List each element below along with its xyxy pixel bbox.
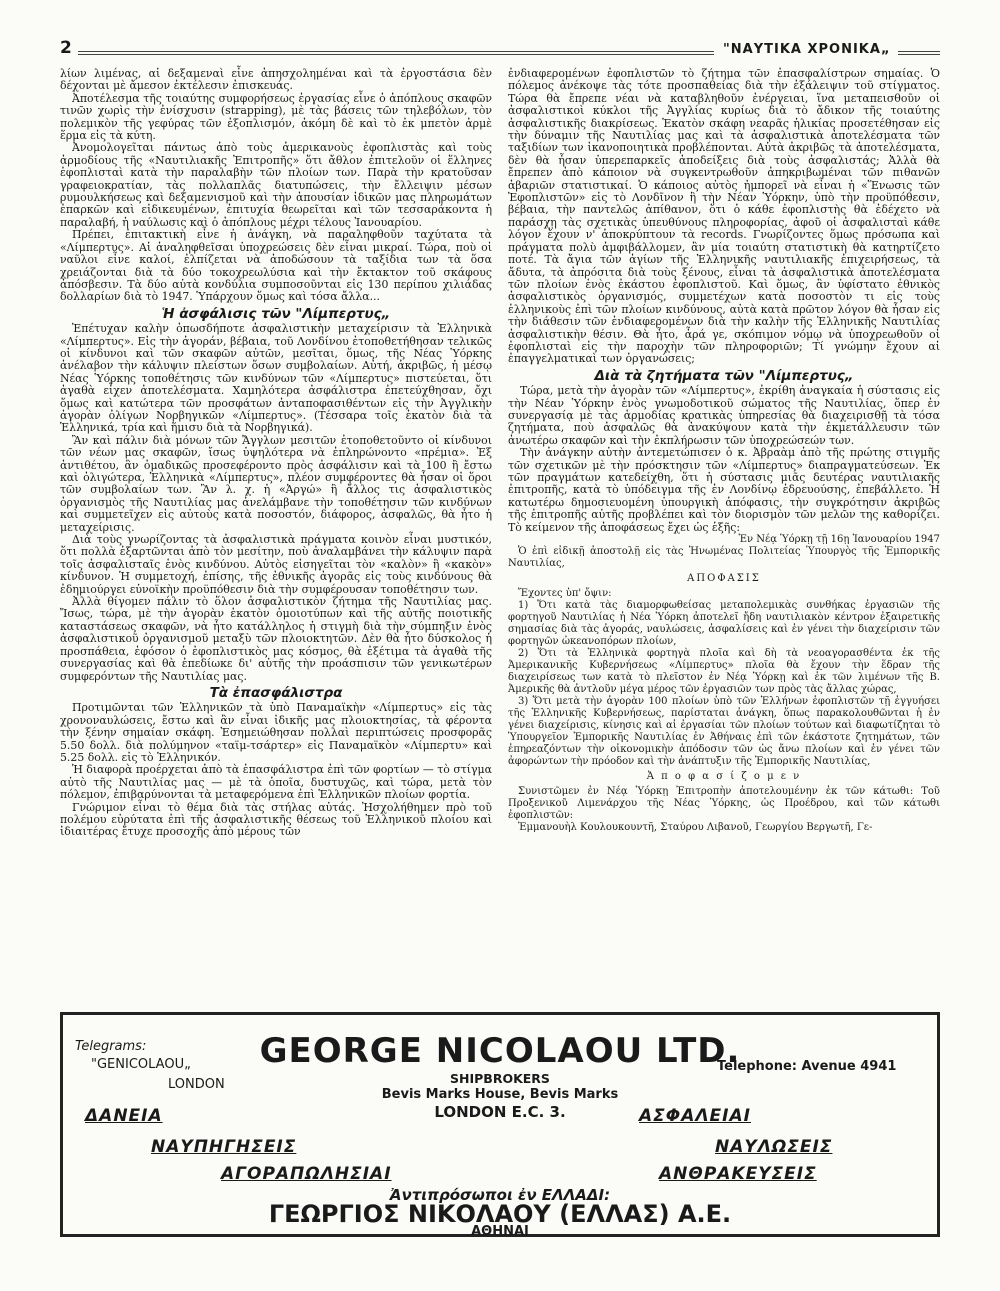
article-paragraph: Τὴν ἀνάγκην αὐτὴν ἀντεμετώπισεν ὁ κ. Ἀβραὰμ ἀπὸ τῆς πρώτης στιγμῆς τῶν σχετικῶν μὲ τὴν πρόσκτησιν τῶν «Λίμπερτυς» διαπραγματεύσεων. Ἐκ τῶν πραγμάτων κατεδείχθη, ὅτι ἡ σύστασις μιᾶς δευτέρας ναυτιλιακῆς ἐπιτροπῆς, κατὰ τὸ ὑπόδειγμα τῆς ἐν Λονδίνῳ ἑδρευούσης, ἐπεβάλλετο. Ἡ κατωτέρω δημοσιευομένη ὑπουργικὴ ἀπόφασις, τὴν συγκρότησιν ἀκριβῶς τῆς ἐπιτροπῆς αὐτῆς προβλέπει καὶ τὸν διορισμὸν τῶν μελῶν της καθορίζει. Τὸ κείμενον τῆς ἀποφάσεως ἔχει ὡς ἑξῆς:	[508, 446, 940, 534]
article-paragraph: Τώρα, μετὰ τὴν ἀγορὰν τῶν «Λίμπερτυς», ἐκρίθη ἀναγκαία ἡ σύστασις εἰς τὴν Νέαν Ὑόρκην ἑνὸς γνωμοδοτικοῦ σώματος τῆς Ναυτιλίας, ὅπερ ἐν συνεργασίᾳ μὲ τὰς ἁρμοδίας κρατικὰς ὑπηρεσίας θὰ διαχειρισθῇ τὰ τόσα ζητήματα, ποὺ ἀσφαλῶς θὰ ἀνακύψουν κατὰ τὴν ἐκμετάλλευσιν τῶν ἀνωτέρω σκαφῶν καὶ τὴν ἐκπλήρωσιν τῶν ὑποχρεώσεών των.	[508, 384, 940, 447]
decision-issuer: Ὁ ἐπὶ εἰδικῇ ἀποστολῇ εἰς τὰς Ἡνωμένας Πολιτείας Ὑπουργὸς τῆς Ἐμπορικῆς Ναυτιλίας,	[508, 546, 940, 570]
section-heading-surcharges: Τὰ ἐπασφάλιστρα	[209, 684, 343, 701]
ad-telegrams-label: Telegrams:	[75, 1039, 147, 1054]
ad-representatives-label: Ἀντιπρόσωποι ἐν ΕΛΛΑΔΙ:	[389, 1186, 611, 1204]
ad-service-sales: ΑΓΟΡΑΠΩΛΗΣΙΑΙ	[221, 1164, 392, 1184]
ad-company-name: GEORGE NICOLAOU LTD.	[259, 1031, 741, 1071]
ad-service-loans: ΔΑΝΕΙΑ	[85, 1106, 163, 1126]
decision-text: Συνιστῶμεν ἐν Νέᾳ Ὑόρκῃ Ἐπιτροπὴν ἀποτελουμένην ἐκ τῶν κάτωθι: Τοῦ Προξενικοῦ Λιμενάρχου τῆς Νέας Ὑόρκης, ὡς Προέδρου, καὶ τῶν κάτωθι ἐφοπλιστῶν:	[508, 786, 940, 822]
decision-dateline: Ἐν Νέᾳ Ὑόρκῃ τῇ 16ῃ Ἰανουαρίου 1947	[738, 534, 940, 546]
advertisement-box	[60, 1012, 940, 1237]
ad-representatives-name: ΓΕΩΡΓΙΟΣ ΝΙΚΟΛΑΟΥ (ΕΛΛΑΣ) Α.Ε.	[268, 1200, 732, 1228]
left-column	[60, 68, 492, 839]
decision-item: 2) Ὅτι τὰ Ἑλληνικὰ φορτηγὰ πλοῖα καὶ δὴ τὰ νεοαγορασθέντα ἐκ τῆς Ἀμερικανικῆς Κυβερνήσεως «Λίμπερτυς» πλοῖα θὰ ἔχουν τὴν ἕδραν τῆς διαχειρίσεως των κατὰ τὸ πλεῖστον ἐν Νέᾳ Ὑόρκῃ καὶ ἐκ τῶν λιμένων τῆς Β. Ἀμερικῆς θὰ ἀντλοῦν μέγα μέρος τῶν ἐργασιῶν των πρὸς τὰς ἄλλας χώρας,	[508, 648, 940, 696]
section-heading-issues: Διὰ τὰ ζητήματα τῶν "Λίμπερτυς„	[594, 367, 854, 384]
header-rule-left	[78, 51, 714, 55]
ad-address: Bevis Marks House, Bevis Marks	[381, 1087, 619, 1102]
decision-item: 1) Ὅτι κατὰ τὰς διαμορφωθείσας μεταπολεμικὰς συνθήκας ἐργασιῶν τῆς φορτηγοῦ Ναυτιλίας ἡ Νέα Ὑόρκη ἀποτελεῖ ἤδη ναυτιλιακὸν κέντρον ἐξαιρετικῆς σημασίας διὰ τὰς ἀγοράς, ναυλώσεις, ἀσφαλίσεις καὶ ἐν γένει τὴν διαχείρισιν τῶν φορτηγῶν ὠκεανοπόρων πλοίων,	[508, 600, 940, 648]
newspaper-title: "ΝΑΥΤΙΚΑ ΧΡΟΝΙΚΑ„	[723, 42, 891, 57]
header-rule-right	[898, 51, 940, 55]
article-paragraph: Διὰ τοὺς γνωρίζοντας τὰ ἀσφαλιστικὰ πράγματα κοινὸν εἶναι μυστικόν, ὅτι πολλὰ ἐξαρτῶνται ἀπὸ τὸν μεσίτην, ποὺ ἀναλαμβάνει τὴν κάλυψιν παρὰ τοῖς ἀσφαλισταῖς ἑνὸς κινδύνου. Αὐτὸς εἰσηγεῖται τὸν «καλὸν» ἢ «κακὸν» κίνδυνον. Ἡ συμμετοχή, ἐπίσης, τῆς ἐθνικῆς ἀγορᾶς εἰς τοὺς κινδύνους θὰ ἐδημιούργει εὐνοϊκὴν προϋπόθεσιν διὰ τὴν συμφέρουσαν τοποθέτησιν των.	[60, 533, 492, 596]
ad-city: LONDON E.C. 3.	[434, 1103, 566, 1121]
article-paragraph: Ἀνομολογεῖται πάντως ἀπὸ τοὺς ἀμερικανοὺς ἐφοπλιστὰς καὶ τοὺς ἁρμοδίους τῆς «Ναυτιλιακῆς Ἐπιτροπῆς» ὅτι ἄθλον ἐπιτελοῦν οἱ ἕλληνες ἐφοπλισταὶ κατὰ τὴν παραλαβὴν τῶν πλοίων των. Παρὰ τὴν κρατοῦσαν γραφειοκρατίαν, τὰς πολλαπλᾶς διατυπώσεις, τὴν ἔλλειψιν μέσων ρυμουλκήσεως καὶ δεξαμενισμοῦ καὶ τὴν ἀπουσίαν ἰδικῶν μας πληρωμάτων ἐπαρκῶν καὶ εἰδικευμένων, ἐπιτυχία θεωρεῖται καὶ τῶν τεσσαράκοντα ἡ παραλαβή, ἡ ναύλωσις καὶ ὁ ἀπόπλους μέχρι τέλους Ἰανουαρίου.	[60, 141, 492, 229]
ad-telephone: Telephone: Avenue 4941	[717, 1059, 897, 1074]
article-paragraph: Ἐπέτυχαν καλὴν ὁπωσδήποτε ἀσφαλιστικὴν μεταχείρισιν τὰ Ἑλληνικὰ «Λίμπερτυς». Εἰς τὴν ἀγοράν, βέβαια, τοῦ Λονδίνου ἐτοποθετήθησαν τελικῶς οἱ κίνδυνοι καὶ τῶν σκαφῶν αὐτῶν, μεσῖται, ὅμως, τῆς Νέας Ὑόρκης ἀνέλαβον τὴν κάλυψιν πλείστων ὅσων συμβολαίων. Αὐτή, ἀκριβῶς, ἡ μέσῳ Νέας Ὑόρκης τοποθέτησις τῶν κινδύνων τῶν «Λίμπερτυς» πιστεύεται, ὅτι ἀγαθὰ εἶχεν ἀποτελέσματα. Χαμηλότερα ἀσφάλιστρα ἐπετεύχθησαν, ὄχι ὅμως καὶ κατώτερα τῶν προσφάτων ἀνταποφασιθέντων εἰς τὴν Ἀγγλικὴν ἀγορὰν ὀλίγων Νορβηγικῶν «Λίμπερτυς». (Τέσσαρα τοῖς ἑκατὸν διὰ τὰ Ἑλληνικά, τρία καὶ ἥμισυ διὰ τὰ Νορβηγικά).	[60, 322, 492, 435]
ad-telegrams-city: LONDON	[168, 1077, 225, 1092]
decision-text: Ἐμμανουὴλ Κουλουκουντῆ, Σταύρου Λιβανοῦ, Γεωργίου Βεργωτῆ, Γε-	[518, 822, 873, 834]
decision-item: 3) Ὅτι μετὰ τὴν ἀγορὰν 100 πλοίων ὑπὸ τῶν Ἑλλήνων ἐφοπλιστῶν τῇ ἐγγυήσει τῆς Ἑλληνικῆς Κυβερνήσεως, παρίσταται ἀνάγκη, ὅπως παρακολουθῶνται ἡ ἐν γένει διαχείρισις, κίνησις καὶ αἱ ἐργασίαι τῶν πλοίων τούτων καὶ διαφωτίζηται τὸ Ὑπουργεῖον Ἐμπορικῆς Ναυτιλίας ἐν Ἀθήναις ἐπὶ τῶν ἑκάστοτε ζητημάτων, τῶν ἐπηρεαζόντων τὴν οἰκονομικὴν ἀπόδοσιν τῶν ὡς ἄνω πλοίων καὶ ἐν γένει τῶν ἀφορώντων τὴν πρόοδον καὶ τὴν ἀνάπτυξιν τῆς Ἐμπορικῆς Ναυτιλίας,	[508, 696, 940, 768]
article-paragraph: Πρέπει, ἐπιτακτικὴ εἶνε ἡ ἀνάγκη, νὰ παραληφθοῦν ταχύτατα τὰ «Λίμπερτυς». Αἱ ἀναληφθεῖσαι ὑποχρεώσεις δὲν εἶναι μικραί. Τώρα, ποὺ οἱ ναῦλοι εἶνε καλοί, ἐλπίζεται νὰ ἀποδώσουν τὰ ταξίδια των τὰ ὅσα χρειάζονται διὰ τὰ δύο τοκοχρεωλύσια καὶ τὴν ἔκτακτον τοῦ σκάφους ἀπόσβεσιν. Τὰ δύο αὐτὰ κονδύλια συμποσοῦνται εἰς 130 περίπου χιλιάδας δολλαρίων διὰ τὸ 1947. Ὑπάρχουν ὅμως καὶ τόσα ἄλλα...	[60, 228, 492, 304]
ad-representatives-city: ΑΘΗΝΑΙ	[471, 1224, 529, 1239]
decision-resolve: Ἀ π ο φ α σ ί ζ ο μ ε ν	[646, 771, 802, 783]
article-paragraph: Προτιμῶνται τῶν Ἑλληνικῶν τὰ ὑπὸ Παναμαϊκὴν «Λίμπερτυς» εἰς τὰς χρονοναυλώσεις, ἔστω καὶ ἂν εἶναι ἰδικῆς μας πλοιοκτησίας, τὰ φέροντα τὴν ξένην σημαίαν σκάφη. Ἐσημειώθησαν πολλαὶ περιπτώσεις προσφορᾶς 5.50 δολλ. διὰ πολύμηνον «ταϊμ-τσάρτερ» εἰς Παναμαϊκὸν «Λίμπερτυ» καὶ 5.25 δολλ. εἰς τὸ Ἑλληνικόν.	[60, 701, 492, 764]
ad-telegrams-address: "GENICOLAOU„	[91, 1057, 191, 1072]
ad-business: SHIPBROKERS	[450, 1071, 550, 1086]
section-heading-insurance: Ἡ ἀσφάλισις τῶν "Λίμπερτυς„	[161, 305, 391, 322]
decision-considering: Ἔχοντες ὑπ' ὄψιν:	[518, 588, 612, 600]
article-paragraph: Γνώριμον εἶναι τὸ θέμα διὰ τὰς στήλας αὐτάς. Ἠσχολήθημεν πρὸ τοῦ πολέμου εὐρύτατα ἐπὶ τῆς ἀσφαλιστικῆς θέσεως τοῦ Ἑλληνικοῦ πλοίου καὶ ἰδιαιτέρας ἔτυχε προσοχῆς ἀπὸ μέρους τῶν	[60, 800, 492, 839]
article-paragraph: Ἀλλὰ θίγομεν πάλιν τὸ ὅλον ἀσφαλιστικὸν ζήτημα τῆς Ναυτιλίας μας. Ἴσως, τώρα, μὲ τὴν ἀγορὰν ἑκατὸν ὁμοιοτύπων καὶ τῆς αὐτῆς ποιοτικῆς καταστάσεως σκαφῶν, νὰ ἦτο κατάλληλος ἡ στιγμὴ διὰ τὴν σύμπηξιν ἑνὸς ἀσφαλιστικοῦ ὀργανισμοῦ μεταξὺ τῶν πλοιοκτητῶν. Δὲν θὰ ἦτο δύσκολος ἡ προσπάθεια, ἐφόσον ὁ ἐφοπλιστικὸς μας κόσμος, θὰ ἐξέτιμα τὰ ἀγαθὰ τῆς συνεργασίας καὶ θὰ ἐπεδίωκε δι' αὐτῆς τὴν προάσπισιν τῶν γενικωτέρων συμφερόντων τῆς Ναυτιλίας μας.	[60, 595, 492, 683]
page-number: 2	[60, 38, 72, 58]
article-paragraph: λίων λιμένας, αἱ δεξαμεναὶ εἶνε ἀπησχολημέναι καὶ τὰ ἐργοστάσια δὲν δέχονται μὲ ἄμεσον ἐκτέλεσιν ἐπισκευάς.	[60, 67, 492, 93]
ministerial-decision	[508, 534, 940, 834]
ad-service-insurance: ΑΣΦΑΛΕΙΑΙ	[639, 1106, 751, 1126]
article-paragraph: Ἀποτέλεσμα τῆς τοιαύτης συμφορήσεως ἐργασίας εἶνε ὁ ἀπόπλους σκαφῶν τινῶν χωρὶς τὴν ἐνίσχυσιν (strapping), μὲ τὰς βάσεις τῶν τηλεβόλων, τὸν πολεμικὸν τῆς γεφύρας τῶν ἐξοπλισμόν, ἀκόμη δὲ καὶ τὸ ἐκ μπετὸν ἀρμὲ ἕρμα εἰς τὰ κύτη.	[60, 91, 492, 143]
decision-title: ΑΠΟΦΑΣΙΣ	[687, 573, 761, 585]
ad-service-bunkering: ΑΝΘΡΑΚΕΥΣΕΙΣ	[659, 1164, 817, 1184]
article-paragraph: Ἡ διαφορὰ προέρχεται ἀπὸ τὰ ἐπασφάλιστρα ἐπὶ τῶν φορτίων — τὸ στίγμα αὐτὸ τῆς Ναυτιλίας μας — μὲ τὰ ὁποῖα, δυστυχῶς, καὶ τώρα, μετὰ τὸν πόλεμον, ἐπιβαρύνονται τὰ μεταφερόμενα ἐπὶ Ἑλληνικῶν πλοίων φορτία.	[60, 763, 492, 802]
article-paragraph: ἐνδιαφερομένων ἐφοπλιστῶν τὸ ζήτημα τῶν ἐπασφαλίστρων σημαίας. Ὁ πόλεμος ἀνέκοψε τὰς τότε προσπαθείας διὰ τὴν ἐξάλειψιν τοῦ στίγματος. Τώρα θὰ ἔπρεπε νέαι νὰ καταβληθοῦν ἐνέργειαι, ἵνα μεταπεισθοῦν οἱ ἀσφαλιστικοὶ κύκλοι τῆς Ἀγγλίας κυρίως διὰ τὸ ἄδικον τῆς τοιαύτης ἀσφαλιστικῆς διακρίσεως. Ἑκατὸν σκάφη νεαρᾶς ἡλικίας προσετέθησαν εἰς τὴν δύναμιν τῆς Ναυτιλίας μας καὶ τὰ ἀσφαλιστικὰ ἀποτελέσματα τῶν ταξιδίων των ἱκανοποιητικὰ προβλέπονται. Αὐτὰ ἀκριβῶς τὰ ἀποτελέσματα, δὲν θὰ ἦσαν ὑπερεπαρκεῖς ἀποδείξεις διὰ τοὺς ἀσφαλιστάς; Ἀλλὰ θὰ ἔπρεπεν ἀπὸ κάποιον νὰ συγκεντρωθοῦν ἀπηκριβωμέναι τῶν πιθανῶν ἀβαριῶν στατιστικαί. Ὁ κάποιος αὐτὸς ἠμπορεῖ νὰ εἶναι ἡ «Ἕνωσις τῶν Ἐφοπλιστῶν» εἰς τὸ Λονδῖνον ἢ τὴν Νέαν Ὑόρκην, ὑπὸ τὴν προϋπόθεσιν, βέβαια, τὴν παντελῶς ἀπίθανον, ὅτι ὁ κάθε ἐφοπλιστὴς θὰ ἐδέχετο νὰ παράσχῃ τὰς σχετικὰς ὑπευθύνους πληροφορίας, ἀφοῦ οἱ ἀσφαλισταὶ κάθε λόγον ἔχουν ν' ἀποκρύπτουν τὰ records. Γνωρίζοντες ὅμως πρόσωπα καὶ πράγματα πολὺ ἀμφιβάλλομεν, ἂν μία τοιαύτη στατιστικὴ θὰ κατηρτίζετο ποτέ. Τὰ ἄγια τῶν ἁγίων τῆς Ἑλληνικῆς ναυτιλιακῆς ἐπιχειρήσεως, τὰ ἄδυτα, τὰ ἀπρόσιτα διὰ τοὺς ξένους, εἶναι τὰ ἀσφαλιστικὰ ἀποτελέσματα τῶν πλοίων ἑνὸς ἑκάστου ἐφοπλιστοῦ. Καὶ ὅμως, ἂν ὑφίστατο ἐθνικὸς ἀσφαλιστικὸς ὀργανισμός, συμμετέχων κατὰ ποσοστὸν τι εἰς τοὺς ἑλληνικοὺς ἐπὶ τῶν πλοίων κινδύνους, αὐτὰ κατὰ πρῶτον λόγον θὰ ἦσαν εἰς τὴν διάθεσιν τῶν ἐνδιαφερομένων διὰ τὴν καλὴν τῆς Ἑλληνικῆς Ναυτιλίας ἀσφαλιστικὴν θέσιν. Θὰ ἦτο, ἆρά γε, σκόπιμον νόμῳ νὰ ὑποχρεωθοῦν οἱ ἐφοπλισταὶ εἰς τὴν παροχὴν τῶν πληροφοριῶν; Τί γνώμην ἔχουν αἱ ἐπαγγελματικαὶ των ὀργανώσεις;	[508, 67, 940, 366]
ad-service-shipbuilding: ΝΑΥΠΗΓΗΣΕΙΣ	[151, 1137, 297, 1157]
right-column	[508, 68, 940, 834]
ad-service-chartering: ΝΑΥΛΩΣΕΙΣ	[715, 1137, 833, 1157]
page-header	[60, 38, 940, 64]
article-paragraph: Ἂν καὶ πάλιν διὰ μόνων τῶν Ἄγγλων μεσιτῶν ἐτοποθετοῦντο οἱ κίνδυνοι τῶν νέων μας σκαφῶν, ἴσως ὑψηλότερα νὰ ἐπληρώνοντο «πρέμια». Ἐξ ἀντιθέτου, ἂν ὁμαδικῶς προσεφέροντο πρὸς ἀσφάλισιν καὶ τὰ 100 ἢ ἔστω καὶ ὀλιγώτερα, Ἑλληνικὰ «Λίμπερτυς», πλέον συμφέροντες θὰ ἦσαν οἱ ὅροι τῶν συμβολαίων των. Ἂν λ. χ. ἡ «Ἀργώ» ἢ ἄλλος τις ἀσφαλιστικὸς ὀργανισμὸς τῆς Ναυτιλίας μας ἀνελάμβανε τὴν τοποθέτησιν τῶν κινδύνων καὶ συμμετεῖχεν εἰς αὐτοὺς κατὰ ποσοστόν, διάφορος, ἀσφαλῶς, θὰ ἦτο ἡ μεταχείρισις.	[60, 433, 492, 534]
